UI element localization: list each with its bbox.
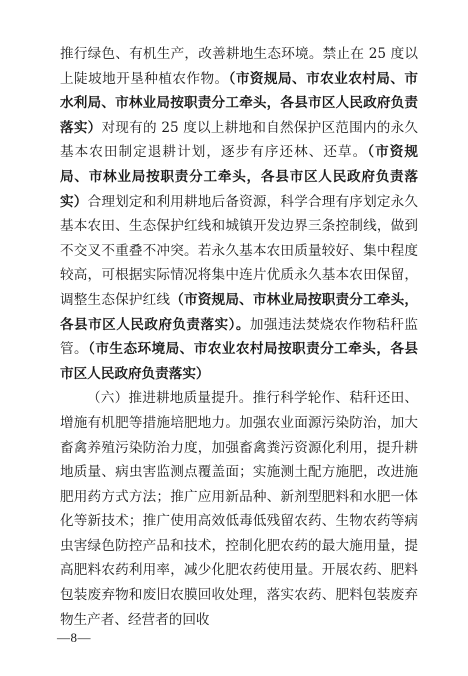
paragraph-1-segment-5: 合理划定和利用耕地后备资源，科学合理有序划定永久基本农田、生态保护红线和城镇开发边界三条控制线，做到不交叉不重叠不冲突。若永久基本农田质量较好、集中程度较高，可根据实际情况将集中连片优质永久基本农田保留，调整生态保护红线 [60, 193, 419, 308]
paragraph-1-segment-3: 对现有的 25 度以上耕地和自然保护区范围内的永久基本农田制定退耕计划，逐步有序还林、还草。 [60, 119, 418, 161]
paragraph-2-segment-1: （六）推进耕地质量提升。推行科学轮作、秸秆还田、增施有机肥等措施培肥地力。加强农业面源污染防治，加大畜禽养殖污染防治力度，加强畜禽粪污资源化利用，提升耕地质量、病虫害监测点覆盖面；实施测土配方施肥，改进施肥用药方式方法；推广应用新品种、新剂型肥料和水肥一体化等新技术；推广使用高效低毒低残留农药、生物农药等病虫害绿色防控产品和技术，控制化肥农药的最大施用量，提高肥料农药利用率，减少化肥农药使用量。开展农药、肥料包装废弃物和废旧农膜回收处理，落实农药、肥料包装废弃物生产者、经营者的回收 [60, 390, 418, 628]
paragraph-1-segment-7: 加强违法焚烧农作物秸秆监管。 [60, 316, 418, 358]
paragraph-1-segment-2: （市资规局、市农业农村局、市水利局、市林业局按职责分工牵头，各县市区人民政府负责落实） [60, 70, 418, 136]
paragraph-1-segment-6: （市资规局、市林业局按职责分工牵头，各县市区人民政府负责落实）。 [60, 291, 419, 333]
document-body [60, 42, 418, 632]
paragraph-1-segment-8: （市生态环境局、市农业农村局按职责分工牵头，各县市区人民政府负责落实） [60, 341, 419, 382]
paragraph-1-segment-4: （市资规局、市林业局按职责分工牵头，各县市区人民政府负责落实） [60, 144, 419, 210]
paragraph-2 [60, 386, 418, 632]
paragraph-1 [60, 42, 418, 386]
page-number: —8— [57, 630, 91, 645]
paragraph-1-segment-1: 推行绿色、有机生产，改善耕地生态环境。禁止在 25 度以上陡坡地开垦种植农作物。 [60, 46, 418, 87]
